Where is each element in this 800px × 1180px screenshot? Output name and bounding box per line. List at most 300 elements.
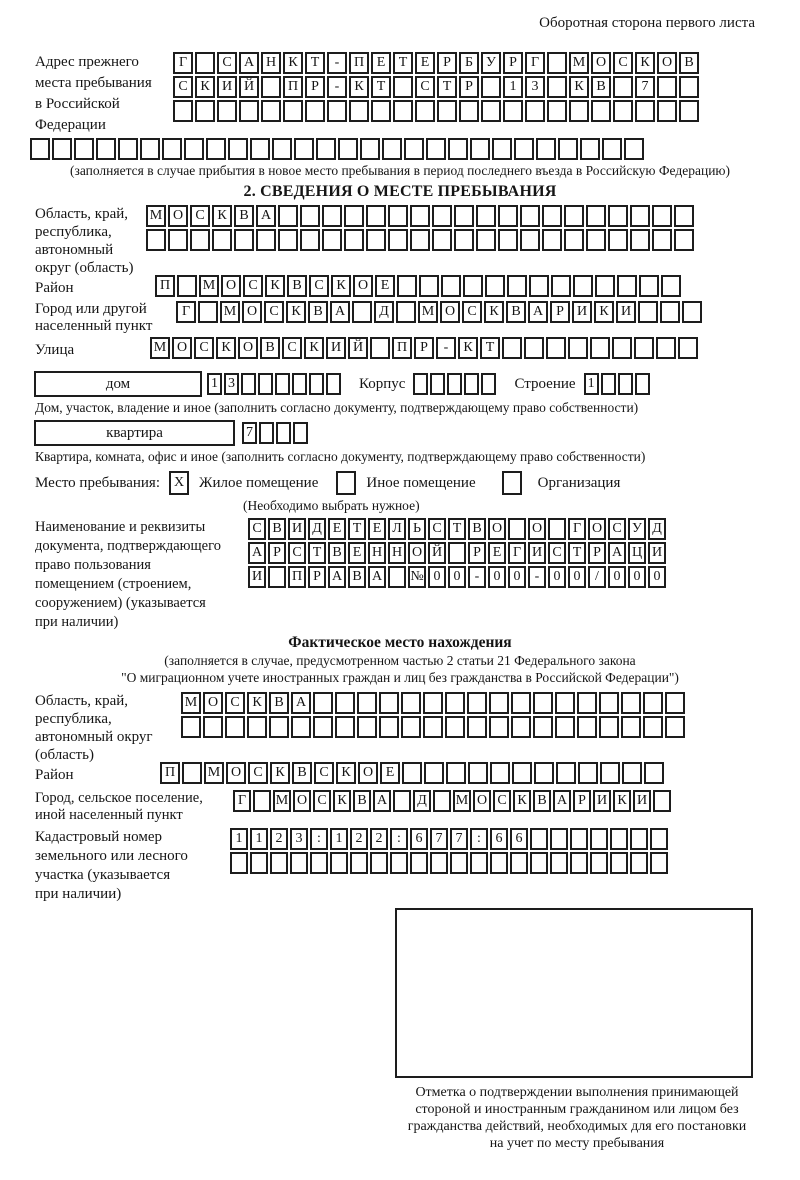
- char-cell: С: [428, 518, 446, 540]
- char-cell: [437, 100, 457, 122]
- char-cell: [570, 828, 588, 850]
- char-cell: [530, 852, 548, 874]
- char-cell: [547, 76, 567, 98]
- char-cell: [679, 100, 699, 122]
- char-cell: [448, 138, 468, 160]
- char-cell: [432, 205, 452, 227]
- char-cell: 3: [525, 76, 545, 98]
- char-cell: [445, 716, 465, 738]
- char-cell: В: [287, 275, 307, 297]
- char-cell: А: [608, 542, 626, 564]
- char-cell: [305, 100, 325, 122]
- char-cell: [599, 692, 619, 714]
- char-cell: В: [348, 566, 366, 588]
- char-cell: К: [635, 52, 655, 74]
- char-cell: М: [204, 762, 224, 784]
- char-cell: [350, 852, 368, 874]
- char-cell: Р: [573, 790, 591, 812]
- char-cell: [489, 716, 509, 738]
- char-cell: 7: [635, 76, 655, 98]
- char-cell: К: [270, 762, 290, 784]
- char-cell: У: [628, 518, 646, 540]
- char-cell: [508, 518, 526, 540]
- char-cell: [590, 828, 608, 850]
- stamp-caption: [388, 1084, 766, 1152]
- char-cell: А: [373, 790, 391, 812]
- char-cell: [344, 205, 364, 227]
- district-cells: [155, 275, 681, 297]
- char-cell: М: [146, 205, 166, 227]
- char-cell: [568, 337, 588, 359]
- prev-address-label: [0, 52, 173, 136]
- char-cell: [52, 138, 72, 160]
- char-cell: [580, 138, 600, 160]
- char-cell: К: [336, 762, 356, 784]
- char-cell: М: [150, 337, 170, 359]
- char-cell: 1: [330, 828, 348, 850]
- street-row: [0, 337, 800, 363]
- char-cell: [467, 716, 487, 738]
- char-cell: [357, 716, 377, 738]
- char-cell: [657, 100, 677, 122]
- char-cell: 3: [290, 828, 308, 850]
- char-cell: Р: [268, 542, 286, 564]
- cadastral-grid: [230, 828, 668, 874]
- char-cell: [203, 716, 223, 738]
- char-cell: [316, 138, 336, 160]
- char-cell: [212, 229, 232, 251]
- actual-location-note-2: "О миграционном учете иностранных граждан и лиц без гражданства в Российской Федерации"): [121, 670, 679, 685]
- char-cell: Д: [648, 518, 666, 540]
- char-cell: С: [613, 52, 633, 74]
- char-cell: [366, 205, 386, 227]
- char-cell: [618, 373, 633, 395]
- char-cell: [470, 138, 490, 160]
- char-cell: [573, 275, 593, 297]
- char-cell: Г: [176, 301, 196, 323]
- char-cell: С: [282, 337, 302, 359]
- label-line: Область, край,: [35, 206, 129, 222]
- char-cell: [313, 692, 333, 714]
- char-cell: [630, 852, 648, 874]
- char-cell: [624, 138, 644, 160]
- char-cell: [464, 373, 479, 395]
- char-cell: [198, 301, 218, 323]
- char-cell: О: [226, 762, 246, 784]
- char-cell: В: [308, 301, 328, 323]
- char-cell: [610, 828, 628, 850]
- char-cell: [446, 762, 466, 784]
- char-cell: [595, 275, 615, 297]
- char-cell: [661, 275, 681, 297]
- label-line: республика,: [35, 711, 112, 727]
- char-cell: Т: [308, 542, 326, 564]
- char-cell: [489, 692, 509, 714]
- char-cell: [410, 205, 430, 227]
- char-cell: [426, 138, 446, 160]
- checkbox-other-premises: [336, 471, 356, 495]
- char-cell: [181, 716, 201, 738]
- char-cell: [529, 275, 549, 297]
- char-cell: [401, 716, 421, 738]
- label-line: земельного или лесного: [35, 848, 188, 864]
- cadastral-row-1: [230, 828, 668, 850]
- actual-district-cells: [160, 762, 664, 784]
- char-cell: [423, 716, 443, 738]
- char-cell: [396, 301, 416, 323]
- char-cell: [533, 692, 553, 714]
- char-cell: Д: [413, 790, 431, 812]
- label-line: Кадастровый номер: [35, 829, 162, 845]
- char-cell: [291, 716, 311, 738]
- char-cell: [423, 692, 443, 714]
- char-cell: [476, 205, 496, 227]
- char-cell: С: [243, 275, 263, 297]
- char-cell: [259, 422, 274, 444]
- char-cell: И: [288, 518, 306, 540]
- char-cell: А: [528, 301, 548, 323]
- char-cell: [393, 790, 411, 812]
- char-cell: [415, 100, 435, 122]
- char-cell: К: [569, 76, 589, 98]
- char-cell: 1: [250, 828, 268, 850]
- char-cell: Р: [588, 542, 606, 564]
- apartment-note: Квартира, комната, офис и иное (заполнить согласно документу, подтверждающему право собственности): [35, 449, 646, 464]
- char-cell: К: [247, 692, 267, 714]
- char-cell: Ь: [408, 518, 426, 540]
- char-cell: [510, 852, 528, 874]
- char-cell: [370, 852, 388, 874]
- section2-title: 2. СВЕДЕНИЯ О МЕСТЕ ПРЕБЫВАНИЯ: [243, 183, 557, 200]
- char-cell: К: [265, 275, 285, 297]
- char-cell: [514, 138, 534, 160]
- label-line: Адрес прежнего: [35, 54, 139, 70]
- char-cell: [613, 76, 633, 98]
- char-cell: [555, 692, 575, 714]
- char-cell: [393, 100, 413, 122]
- char-cell: [548, 518, 566, 540]
- char-cell: [330, 852, 348, 874]
- char-cell: №: [408, 566, 426, 588]
- char-cell: [388, 205, 408, 227]
- char-cell: С: [173, 76, 193, 98]
- char-cell: С: [217, 52, 237, 74]
- char-cell: 6: [510, 828, 528, 850]
- char-cell: [366, 229, 386, 251]
- label-line: автономный округ: [35, 729, 153, 745]
- label-line: республика,: [35, 224, 112, 240]
- label-line: документа, подтверждающего: [35, 538, 221, 554]
- char-cell: В: [591, 76, 611, 98]
- char-cell: В: [353, 790, 371, 812]
- region-label: [0, 205, 146, 277]
- char-cell: [564, 205, 584, 227]
- char-cell: Н: [261, 52, 281, 74]
- char-cell: К: [484, 301, 504, 323]
- char-cell: [250, 138, 270, 160]
- char-cell: В: [234, 205, 254, 227]
- char-cell: П: [288, 566, 306, 588]
- char-cell: [335, 716, 355, 738]
- char-cell: А: [368, 566, 386, 588]
- cadastral-row-2: [230, 852, 668, 874]
- char-cell: [470, 852, 488, 874]
- char-cell: О: [221, 275, 241, 297]
- document-grid: [248, 518, 666, 588]
- label-line: иной населенный пункт: [35, 807, 183, 823]
- char-cell: [278, 205, 298, 227]
- char-cell: Е: [415, 52, 435, 74]
- char-cell: Р: [305, 76, 325, 98]
- char-cell: Е: [380, 762, 400, 784]
- char-cell: 1: [207, 373, 222, 395]
- char-cell: [674, 205, 694, 227]
- char-cell: П: [155, 275, 175, 297]
- char-cell: [511, 716, 531, 738]
- char-cell: [162, 138, 182, 160]
- char-cell: [344, 229, 364, 251]
- char-cell: [247, 716, 267, 738]
- char-cell: [402, 762, 422, 784]
- district-label: Район: [35, 280, 74, 296]
- char-cell: Р: [550, 301, 570, 323]
- char-cell: А: [291, 692, 311, 714]
- char-cell: Е: [375, 275, 395, 297]
- char-cell: Н: [368, 542, 386, 564]
- house-row: [34, 371, 800, 397]
- label-line: при наличии): [35, 886, 122, 902]
- char-cell: А: [330, 301, 350, 323]
- char-cell: С: [248, 518, 266, 540]
- char-cell: [622, 762, 642, 784]
- char-cell: [173, 100, 193, 122]
- char-cell: [468, 762, 488, 784]
- char-cell: Ц: [628, 542, 646, 564]
- char-cell: Т: [348, 518, 366, 540]
- char-cell: [313, 716, 333, 738]
- char-cell: [463, 275, 483, 297]
- char-cell: В: [260, 337, 280, 359]
- char-cell: [634, 337, 654, 359]
- char-cell: К: [333, 790, 351, 812]
- char-cell: [467, 692, 487, 714]
- char-cell: [524, 337, 544, 359]
- char-cell: [635, 373, 650, 395]
- char-cell: [546, 337, 566, 359]
- checkbox-residential: X: [169, 471, 189, 495]
- char-cell: Т: [568, 542, 586, 564]
- building-cells: [413, 373, 496, 395]
- city-label: [0, 301, 176, 335]
- char-cell: [512, 762, 532, 784]
- char-cell: Р: [468, 542, 486, 564]
- char-cell: [379, 692, 399, 714]
- char-cell: [276, 422, 291, 444]
- char-cell: О: [242, 301, 262, 323]
- region-grid: [146, 205, 694, 251]
- char-cell: [326, 373, 341, 395]
- cadastral-label: [0, 828, 230, 904]
- region-row-1: [146, 205, 694, 227]
- label-line: Наименование и реквизиты: [35, 519, 206, 535]
- region-row-2: [146, 229, 694, 251]
- char-cell: С: [248, 762, 268, 784]
- char-cell: Т: [437, 76, 457, 98]
- label-line: автономный: [35, 242, 114, 258]
- char-cell: [630, 229, 650, 251]
- char-cell: [445, 692, 465, 714]
- char-cell: :: [310, 828, 328, 850]
- document-label: [0, 518, 248, 632]
- char-cell: М: [220, 301, 240, 323]
- actual-region-row-2: [181, 716, 685, 738]
- char-cell: О: [172, 337, 192, 359]
- char-cell: [511, 692, 531, 714]
- char-cell: [258, 373, 273, 395]
- char-cell: В: [269, 692, 289, 714]
- structure-cells: [584, 373, 650, 395]
- char-cell: И: [528, 542, 546, 564]
- char-cell: Т: [371, 76, 391, 98]
- char-cell: [430, 852, 448, 874]
- char-cell: 7: [242, 422, 257, 444]
- char-cell: К: [349, 76, 369, 98]
- char-cell: [650, 852, 668, 874]
- char-cell: [590, 337, 610, 359]
- char-cell: [674, 229, 694, 251]
- char-cell: [638, 301, 658, 323]
- char-cell: 2: [350, 828, 368, 850]
- char-cell: О: [488, 518, 506, 540]
- char-cell: [292, 373, 307, 395]
- char-cell: [430, 373, 445, 395]
- option-other-premises-label: Иное помещение: [366, 474, 476, 491]
- char-cell: [653, 790, 671, 812]
- char-cell: [278, 229, 298, 251]
- char-cell: М: [181, 692, 201, 714]
- char-cell: [650, 828, 668, 850]
- char-cell: [551, 275, 571, 297]
- char-cell: [586, 229, 606, 251]
- char-cell: Г: [233, 790, 251, 812]
- char-cell: Н: [388, 542, 406, 564]
- char-cell: [665, 692, 685, 714]
- char-cell: -: [327, 52, 347, 74]
- char-cell: С: [415, 76, 435, 98]
- char-cell: П: [283, 76, 303, 98]
- char-cell: [349, 100, 369, 122]
- char-cell: [419, 275, 439, 297]
- char-cell: [459, 100, 479, 122]
- char-cell: [591, 100, 611, 122]
- char-cell: [542, 205, 562, 227]
- char-cell: /: [588, 566, 606, 588]
- char-cell: [335, 692, 355, 714]
- char-cell: [447, 373, 462, 395]
- char-cell: [608, 205, 628, 227]
- label-line: места пребывания: [35, 75, 152, 91]
- char-cell: [577, 716, 597, 738]
- char-cell: [357, 692, 377, 714]
- char-cell: В: [268, 518, 286, 540]
- char-cell: [300, 205, 320, 227]
- char-cell: [388, 566, 406, 588]
- char-cell: Г: [525, 52, 545, 74]
- char-cell: Г: [508, 542, 526, 564]
- char-cell: О: [440, 301, 460, 323]
- char-cell: [450, 852, 468, 874]
- checkbox-organization: [502, 471, 522, 495]
- char-cell: К: [286, 301, 306, 323]
- char-cell: [177, 275, 197, 297]
- char-cell: :: [390, 828, 408, 850]
- char-cell: К: [283, 52, 303, 74]
- char-cell: [550, 828, 568, 850]
- char-cell: [490, 852, 508, 874]
- char-cell: [261, 76, 281, 98]
- char-cell: Й: [239, 76, 259, 98]
- char-cell: [578, 762, 598, 784]
- prev-address-row-1: [173, 52, 699, 74]
- char-cell: [498, 229, 518, 251]
- char-cell: [657, 76, 677, 98]
- char-cell: :: [470, 828, 488, 850]
- char-cell: Е: [368, 518, 386, 540]
- char-cell: Й: [428, 542, 446, 564]
- char-cell: [256, 229, 276, 251]
- option-residential-label: Жилое помещение: [199, 474, 319, 491]
- char-cell: 6: [490, 828, 508, 850]
- char-cell: [382, 138, 402, 160]
- char-cell: Е: [328, 518, 346, 540]
- char-cell: О: [588, 518, 606, 540]
- char-cell: К: [594, 301, 614, 323]
- actual-district-row: [0, 762, 800, 788]
- char-cell: 0: [568, 566, 586, 588]
- place-type-note: (Необходимо выбрать нужное): [243, 498, 420, 513]
- actual-city-label: [0, 790, 233, 824]
- char-cell: Д: [308, 518, 326, 540]
- char-cell: С: [548, 542, 566, 564]
- actual-region-row-1: [181, 692, 685, 714]
- char-cell: С: [225, 692, 245, 714]
- prev-address-grid: [173, 52, 699, 122]
- char-cell: [577, 692, 597, 714]
- prev-address-note: (заполняется в случае прибытия в новое место пребывания в период последнего въезда в Российскую Федерацию): [69, 163, 731, 178]
- char-cell: [206, 138, 226, 160]
- cadastral-block: [0, 828, 800, 904]
- char-cell: И: [633, 790, 651, 812]
- char-cell: [639, 275, 659, 297]
- char-cell: И: [616, 301, 636, 323]
- char-cell: А: [256, 205, 276, 227]
- char-cell: [352, 301, 372, 323]
- char-cell: [140, 138, 160, 160]
- actual-city-cells: [233, 790, 671, 812]
- char-cell: [682, 301, 702, 323]
- char-cell: А: [328, 566, 346, 588]
- label-line: Федерации: [35, 117, 106, 133]
- char-cell: [601, 373, 616, 395]
- char-cell: [635, 100, 655, 122]
- char-cell: [530, 828, 548, 850]
- house-cells: [207, 373, 341, 395]
- char-cell: Д: [374, 301, 394, 323]
- option-organization-label: Организация: [537, 474, 621, 491]
- char-cell: [617, 275, 637, 297]
- char-cell: [621, 716, 641, 738]
- char-cell: [190, 229, 210, 251]
